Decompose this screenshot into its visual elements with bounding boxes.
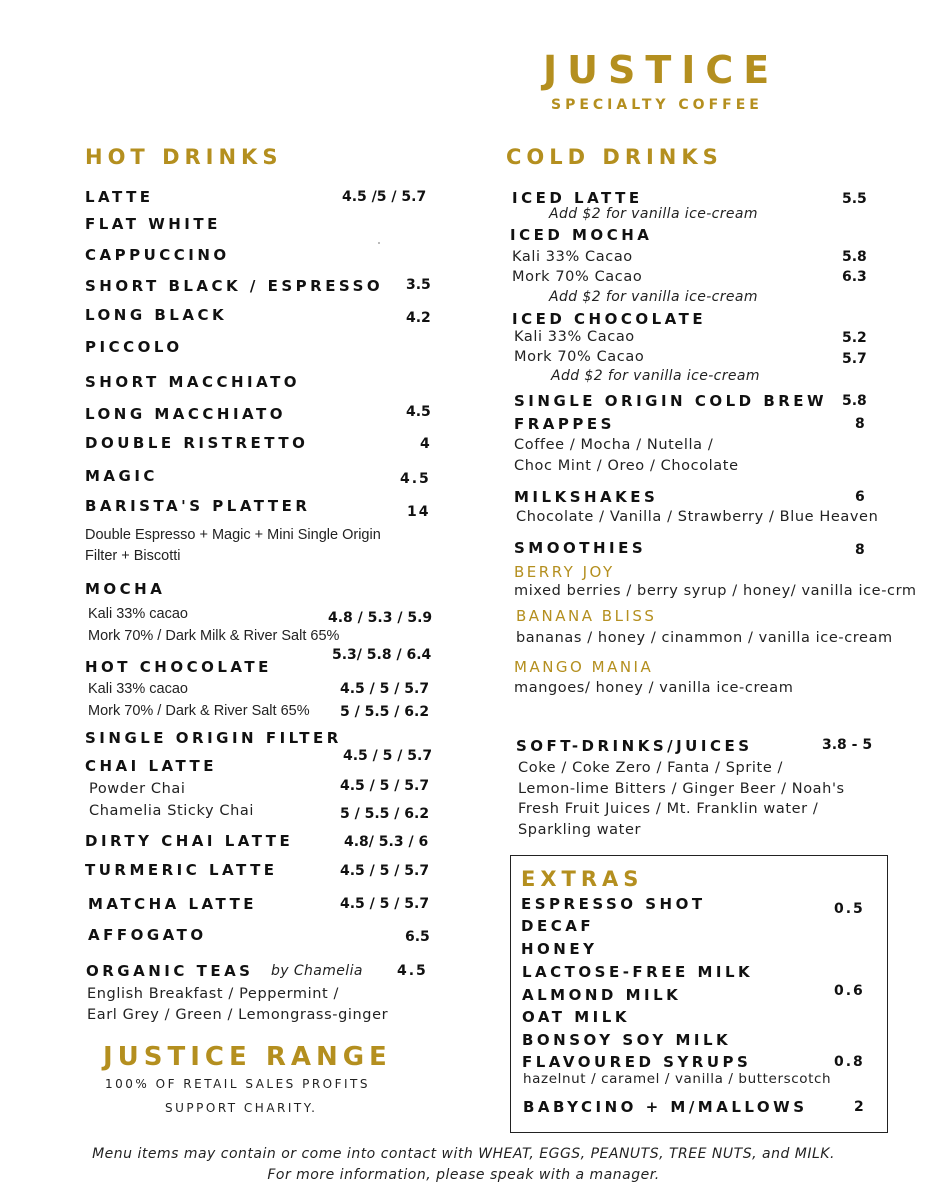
double-ristretto-name: DOUBLE RISTRETTO xyxy=(85,434,309,452)
frappes-line-1: Coffee / Mocha / Nutella / xyxy=(514,437,714,453)
iced-mocha-price-1: 5.8 xyxy=(842,249,867,265)
latte-price: 4.5 /5 / 5.7 xyxy=(342,189,427,205)
dirty-chai-price: 4.8/ 5.3 / 6 xyxy=(344,834,429,850)
chai-latte-price-2: 5 / 5.5 / 6.2 xyxy=(340,806,430,822)
extras-oat: OAT MILK xyxy=(522,1008,630,1026)
iced-latte-name: ICED LATTE xyxy=(512,189,643,207)
mocha-price-2: 5.3/ 5.8 / 6.4 xyxy=(332,647,432,663)
latte-name: LATTE xyxy=(85,188,154,206)
soft-drinks-line-3: Fresh Fruit Juices / Mt. Franklin water / xyxy=(518,801,819,817)
berry-joy-name: BERRY JOY xyxy=(514,563,615,581)
matcha-price: 4.5 / 5 / 5.7 xyxy=(340,896,430,912)
iced-chocolate-price-2: 5.7 xyxy=(842,351,867,367)
hot-chocolate-name: HOT CHOCOLATE xyxy=(85,658,272,676)
short-macchiato-name: SHORT MACCHIATO xyxy=(85,373,301,391)
milkshakes-name: MILKSHAKES xyxy=(514,488,659,506)
baristas-platter-name: BARISTA'S PLATTER xyxy=(85,497,311,515)
organic-teas-line-1: English Breakfast / Peppermint / xyxy=(87,986,339,1002)
baristas-platter-desc-1: Double Espresso + Magic + Mini Single Origin xyxy=(85,527,381,543)
double-ristretto-price: 4 xyxy=(420,436,430,452)
iced-mocha-price-2: 6.3 xyxy=(842,269,867,285)
extras-babycino: BABYCINO + M/MALLOWS xyxy=(523,1098,808,1116)
cappuccino-name: CAPPUCCINO xyxy=(85,246,230,264)
affogato-price: 6.5 xyxy=(405,929,430,945)
extras-price-c: 0.8 xyxy=(834,1054,865,1070)
cold-drinks-title: COLD DRINKS xyxy=(506,145,723,169)
mocha-opt-2: Mork 70% / Dark Milk & River Salt 65% xyxy=(88,628,340,644)
long-macchiato-name: LONG MACCHIATO xyxy=(85,405,286,423)
organic-teas-price: 4.5 xyxy=(397,963,428,979)
justice-range-title: JUSTICE RANGE xyxy=(103,1042,392,1072)
iced-mocha-name: ICED MOCHA xyxy=(510,226,653,244)
soft-drinks-line-4: Sparkling water xyxy=(518,822,642,838)
piccolo-name: PICCOLO xyxy=(85,338,183,356)
iced-latte-price: 5.5 xyxy=(842,191,867,207)
banana-bliss-desc: bananas / honey / cinammon / vanilla ice-cream xyxy=(516,630,893,646)
hot-chocolate-price-1: 4.5 / 5 / 5.7 xyxy=(340,681,430,697)
long-macchiato-price: 4.5 xyxy=(406,404,431,420)
cold-brew-name: SINGLE ORIGIN COLD BREW xyxy=(514,392,828,410)
soft-drinks-line-2: Lemon-lime Bitters / Ginger Beer / Noah's xyxy=(518,781,845,797)
organic-teas-by: by Chamelia xyxy=(271,963,363,979)
mango-mania-name: MANGO MANIA xyxy=(514,658,654,676)
milkshakes-line-1: Chocolate / Vanilla / Strawberry / Blue Heaven xyxy=(516,509,879,525)
iced-chocolate-note: Add $2 for vanilla ice-cream xyxy=(551,368,760,384)
soft-drinks-line-1: Coke / Coke Zero / Fanta / Sprite / xyxy=(518,760,784,776)
stray-dot xyxy=(378,242,380,244)
short-black-name: SHORT BLACK / ESPRESSO xyxy=(85,277,384,295)
extras-syrups-desc: hazelnut / caramel / vanilla / butterscotch xyxy=(523,1071,832,1087)
banana-bliss-name: BANANA BLISS xyxy=(516,607,657,625)
baristas-platter-price: 14 xyxy=(407,504,431,520)
dirty-chai-name: DIRTY CHAI LATTE xyxy=(85,832,294,850)
organic-teas-line-2: Earl Grey / Green / Lemongrass-ginger xyxy=(87,1007,389,1023)
extras-decaf: DECAF xyxy=(521,917,595,935)
frappes-name: FRAPPES xyxy=(514,415,615,433)
organic-teas-name: ORGANIC TEAS xyxy=(86,962,254,980)
mocha-name: MOCHA xyxy=(85,580,166,598)
iced-mocha-opt-1: Kali 33% Cacao xyxy=(512,249,633,265)
milkshakes-price: 6 xyxy=(855,489,865,505)
extras-bonsoy: BONSOY SOY MILK xyxy=(522,1031,732,1049)
mocha-price-1: 4.8 / 5.3 / 5.9 xyxy=(328,610,433,626)
berry-joy-desc: mixed berries / berry syrup / honey/ vanilla ice-crm xyxy=(514,583,917,599)
extras-price-b: 0.6 xyxy=(834,983,865,999)
chai-latte-price-1: 4.5 / 5 / 5.7 xyxy=(340,778,430,794)
iced-chocolate-price-1: 5.2 xyxy=(842,330,867,346)
chai-latte-opt-1: Powder Chai xyxy=(89,781,186,797)
justice-range-line-1: 100% OF RETAIL SALES PROFITS xyxy=(105,1077,371,1091)
matcha-name: MATCHA LATTE xyxy=(88,895,258,913)
extras-babycino-price: 2 xyxy=(854,1099,864,1115)
extras-lactose-free: LACTOSE-FREE MILK xyxy=(522,963,754,981)
justice-range-line-2: SUPPORT CHARITY. xyxy=(165,1101,318,1115)
extras-syrups: FLAVOURED SYRUPS xyxy=(522,1053,752,1071)
footer-line-1: Menu items may contain or come into contact with WHEAT, EGGS, PEANUTS, TREE NUTS, and MILK. xyxy=(92,1146,835,1162)
flat-white-name: FLAT WHITE xyxy=(85,215,221,233)
iced-chocolate-name: ICED CHOCOLATE xyxy=(512,310,707,328)
magic-name: MAGIC xyxy=(85,467,158,485)
frappes-price: 8 xyxy=(855,416,865,432)
hot-chocolate-opt-2: Mork 70% / Dark & River Salt 65% xyxy=(88,703,310,719)
chai-latte-opt-2: Chamelia Sticky Chai xyxy=(89,803,254,819)
iced-mocha-opt-2: Mork 70% Cacao xyxy=(512,269,643,285)
magic-price: 4.5 xyxy=(400,471,431,487)
baristas-platter-desc-2: Filter + Biscotti xyxy=(85,548,181,564)
mango-mania-desc: mangoes/ honey / vanilla ice-cream xyxy=(514,680,794,696)
extras-price-a: 0.5 xyxy=(834,901,865,917)
cold-brew-price: 5.8 xyxy=(842,393,867,409)
extras-almond: ALMOND MILK xyxy=(522,986,682,1004)
turmeric-name: TURMERIC LATTE xyxy=(85,861,278,879)
iced-chocolate-opt-2: Mork 70% Cacao xyxy=(514,349,645,365)
single-origin-filter-name: SINGLE ORIGIN FILTER xyxy=(85,729,342,747)
hot-drinks-title: HOT DRINKS xyxy=(85,145,283,169)
short-black-price: 3.5 xyxy=(406,277,431,293)
extras-title: EXTRAS xyxy=(521,867,644,891)
iced-latte-note: Add $2 for vanilla ice-cream xyxy=(549,206,758,222)
iced-chocolate-opt-1: Kali 33% Cacao xyxy=(514,329,635,345)
single-origin-filter-price: 4.5 / 5 / 5.7 xyxy=(343,748,433,764)
smoothies-name: SMOOTHIES xyxy=(514,539,647,557)
affogato-name: AFFOGATO xyxy=(88,926,207,944)
chai-latte-name: CHAI LATTE xyxy=(85,757,218,775)
soft-drinks-name: SOFT-DRINKS/JUICES xyxy=(516,737,753,755)
frappes-line-2: Choc Mint / Oreo / Chocolate xyxy=(514,458,739,474)
brand-tagline: SPECIALTY COFFEE xyxy=(551,97,763,113)
turmeric-price: 4.5 / 5 / 5.7 xyxy=(340,863,430,879)
hot-chocolate-opt-1: Kali 33% cacao xyxy=(88,681,188,697)
extras-espresso-shot: ESPRESSO SHOT xyxy=(521,895,706,913)
extras-honey: HONEY xyxy=(521,940,598,958)
hot-chocolate-price-2: 5 / 5.5 / 6.2 xyxy=(340,704,430,720)
long-black-price: 4.2 xyxy=(406,310,431,326)
iced-mocha-note: Add $2 for vanilla ice-cream xyxy=(549,289,758,305)
soft-drinks-price: 3.8 - 5 xyxy=(822,737,873,753)
smoothies-price: 8 xyxy=(855,542,865,558)
long-black-name: LONG BLACK xyxy=(85,306,228,324)
brand-name: JUSTICE xyxy=(543,48,780,92)
footer-line-2: For more information, please speak with a manager. xyxy=(267,1167,660,1183)
mocha-opt-1: Kali 33% cacao xyxy=(88,606,188,622)
